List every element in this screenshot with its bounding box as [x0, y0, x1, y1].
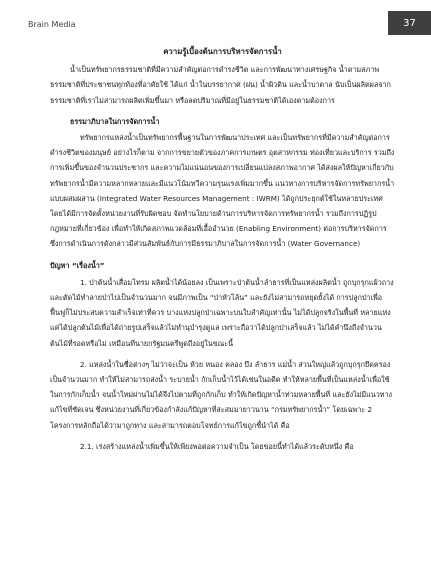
problem-item-2-1: 2.1. เร่งสร้างแหล่งน้ำเพิ่มขึ้นให้เพียงพอต่อความจำเป็น โดยขอยนี้ทำได้แล้วระดับหนึ่ง คือ	[80, 441, 354, 451]
page-header	[0, 0, 431, 44]
problem-item-1: 1. ป่าต้นน้ำเสื่อมโทรม ผลิตน้ำได้น้อยลง เป็นเพราะป่าต้นน้ำลำธารที่เป็นแหล่งผลิตน้ำ ถูกบุกรุกแผ้วถางและตัดไม้ทำลายป่าไปเป็นจำนวนมาก จนมีภาพเป็น “ป่าหัวโล้น” และยังไม่สามารถหยุดยั้งได้ การปลูกป่าเพื่อฟื้นฟูก็ไม่ประสบความสำเร็จเท่าที่ควร บางแห่งปลูกป่าเฉพาะบนใบสำคัญเท่านั้น ไม่ได้ปลูกจริงในพื้นที่ หลายแห่งแค่ได้ปลูกต้นไม้เพื่อได้ถ่ายรูปเสร็จแล้วไม่ทำนุบำรุงดูแล เพราะถือว่าได้ปลูกป่าเสร็จแล้ว ไม่ได้คำนึงถึงจำนวนต้นไม้ที่รอดหรือไม่ เหมือนที่นายกรัฐมนตรีพูดถึงอยู่ในขณะนี้	[50, 277, 394, 348]
brand-name: Brain Media	[28, 20, 76, 29]
page-title: ความรู้เบื้องต้นการบริหารจัดการน้ำ	[163, 47, 282, 56]
problem-item-2: 2. แหล่งน้ำในชื่อต่างๆ ไม่ว่าจะเป็น ห้วย หนอง คลอง บึง ลำธาร แม่น้ำ ส่วนใหญ่แล้วถูกบุกรุกยึดครองเป็นจำนวนมาก ทำให้ไม่สามารถส่งน้ำ ระบายน้ำ กักเก็บน้ำไว้ได้เช่นในอดีต ทำให้หลายพื้นที่เป็นแหล่งน้ำเพื่อใช้ในการกักเก็บน้ำ จนน้ำใหม่ผ่านไม่ได้จึงไปตามที่ถูกกักเก็บ ทำให้เกิดปัญหาน้ำท่วมหลายพื้นที่ และยังไม่มีแนวทางแก้ไขที่ชัดเจน ซึ่งหน่วยงานที่เกี่ยวข้องกำลังแก้ปัญหาที่สะสมมายาวนาน “กรมทรัพยากรน้ำ” โดยเฉพาะ 2 โครงการหลักถือได้ว่ามาถูกทาง และสามารถตอบโจทย์การแก้ไขถูกชี้นำได้ คือ	[50, 359, 393, 430]
intro-paragraph: น้ำเป็นทรัพยากรธรรมชาติที่มีความสำคัญต่อการดำรงชีวิต และการพัฒนาทางเศรษฐกิจ น้ำตามสภาพธรรมชาติที่ประชาชนทุกท้องที่อาศัยใช้ ได้แก่ น้ำในบรรยากาศ (ฝน) น้ำผิวดิน และน้ำบาดาล นับเป็นผลิตผลจากธรรมชาติที่เราไม่สามารถผลิตเพิ่มขึ้นมา หรือลดปริมาณที่มีอยู่ในธรรมชาติได้เองตามต้องการ	[50, 65, 391, 105]
governance-paragraph: ทรัพยากรแหล่งน้ำเป็นทรัพยากรพื้นฐานในการพัฒนาประเทศ และเป็นทรัพยากรที่มีความสำคัญต่อการดำรงชีวิตของมนุษย์ อย่างไรก็ตาม จากการขยายตัวของภาคการเกษตร อุตสาหกรรม ท่องเที่ยวและบริการ รวมถึงการเพิ่มขึ้นของจำนวนประชากร และความไม่แน่นอนของการเปลี่ยนแปลงสภาพอากาศ ได้ส่งผลให้ปัญหาเกี่ยวกับทรัพยากรน้ำมีความหลากหลายและมีแนวโน้มทวีความรุนแรงเพิ่มมากขึ้น แนวทางการบริหารจัดการทรัพยากรน้ำแบบผสมผสาน (Integrated Water Resources Management : IWRM) ได้ถูกประยุกต์ใช้ในหลายประเทศ โดยได้มีการจัดตั้งหน่วยงานที่รับผิดชอบ จัดทำนโยบายด้านการบริหารจัดการทรัพยากรน้ำ รวมถึงการปฏิรูปกฎหมายที่เกี่ยวข้อง เพื่อทำให้เกิดสภาพแวดล้อมที่เอื้ออำนวย (Enabling Environment) ต่อการบริหารจัดการ ซึ่งการดำเนินการดังกล่าวมีส่วนสัมพันธ์กับการมีธรรมาภิบาลในการจัดการน้ำ (Water Governance)	[50, 133, 395, 249]
problem-heading: ปัญหา “เรื่องน้ำ”	[50, 260, 105, 270]
page-number-badge: 37	[388, 11, 431, 35]
page-content	[50, 44, 395, 454]
governance-heading: ธรรมาภิบาลในการจัดการน้ำ	[70, 116, 160, 126]
